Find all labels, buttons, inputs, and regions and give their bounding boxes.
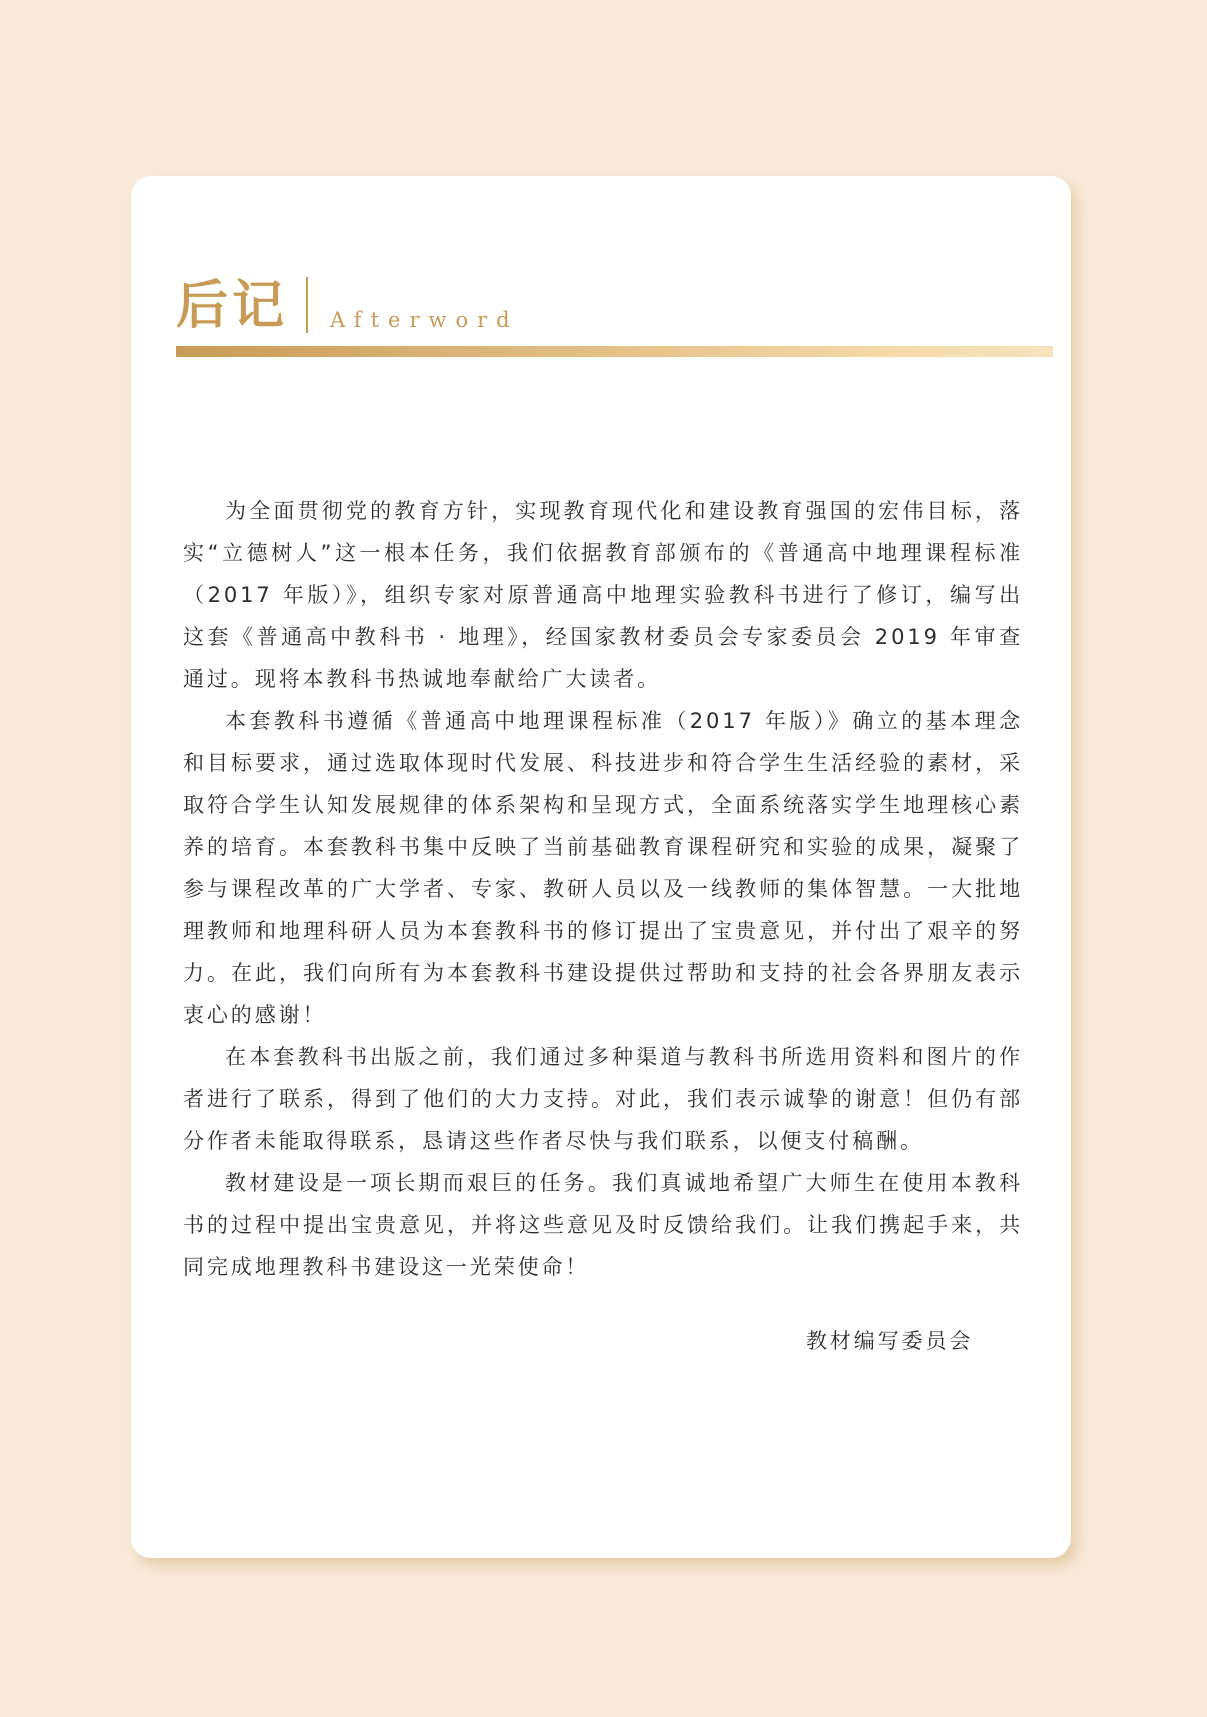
page-heading [176, 274, 519, 336]
signature: 教材编写委员会 [806, 1329, 974, 1353]
paragraph-3: 在本套教科书出版之前，我们通过多种渠道与教科书所选用资料和图片的作者进行了联系，得到了他们的大力支持。对此，我们表示诚挚的谢意！但仍有部分作者未能取得联系，恳请这些作者尽快与我们联系，以便支付稿酬。 [183, 1045, 1023, 1153]
afterword-card [131, 176, 1071, 1558]
paragraph-1: 为全面贯彻党的教育方针，实现教育现代化和建设教育强国的宏伟目标，落实“立德树人”这一根本任务，我们依据教育部颁布的《普通高中地理课程标准（2017 年版）》，组织专家对原普通高中地理实验教科书进行了修订，编写出这套《普通高中教科书 · 地理》，经国家教材委员会专家委员会 2019 年审查通过。现将本教科书热诚地奉献给广大读者。 [183, 499, 1023, 691]
page-title: 后记 [176, 275, 289, 336]
paragraph-2: 本套教科书遵循《普通高中地理课程标准（2017 年版）》确立的基本理念和目标要求，通过选取体现时代发展、科技进步和符合学生生活经验的素材，采取符合学生认知发展规律的体系架构和呈现方式，全面系统落实学生地理核心素养的培育。本套教科书集中反映了当前基础教育课程研究和实验的成果，凝聚了参与课程改革的广大学者、专家、教研人员以及一线教师的集体智慧。一大批地理教师和地理科研人员为本套教科书的修订提出了宝贵意见，并付出了艰辛的努力。在此，我们向所有为本套教科书建设提供过帮助和支持的社会各界朋友表示衷心的感谢！ [183, 709, 1023, 1027]
page-subtitle: Afterword [330, 308, 519, 332]
afterword-body [183, 490, 1023, 1288]
heading-rule [176, 346, 1053, 357]
title-divider [306, 277, 308, 333]
paragraph-4: 教材建设是一项长期而艰巨的任务。我们真诚地希望广大师生在使用本教科书的过程中提出宝贵意见，并将这些意见及时反馈给我们。让我们携起手来，共同完成地理教科书建设这一光荣使命！ [183, 1171, 1023, 1279]
